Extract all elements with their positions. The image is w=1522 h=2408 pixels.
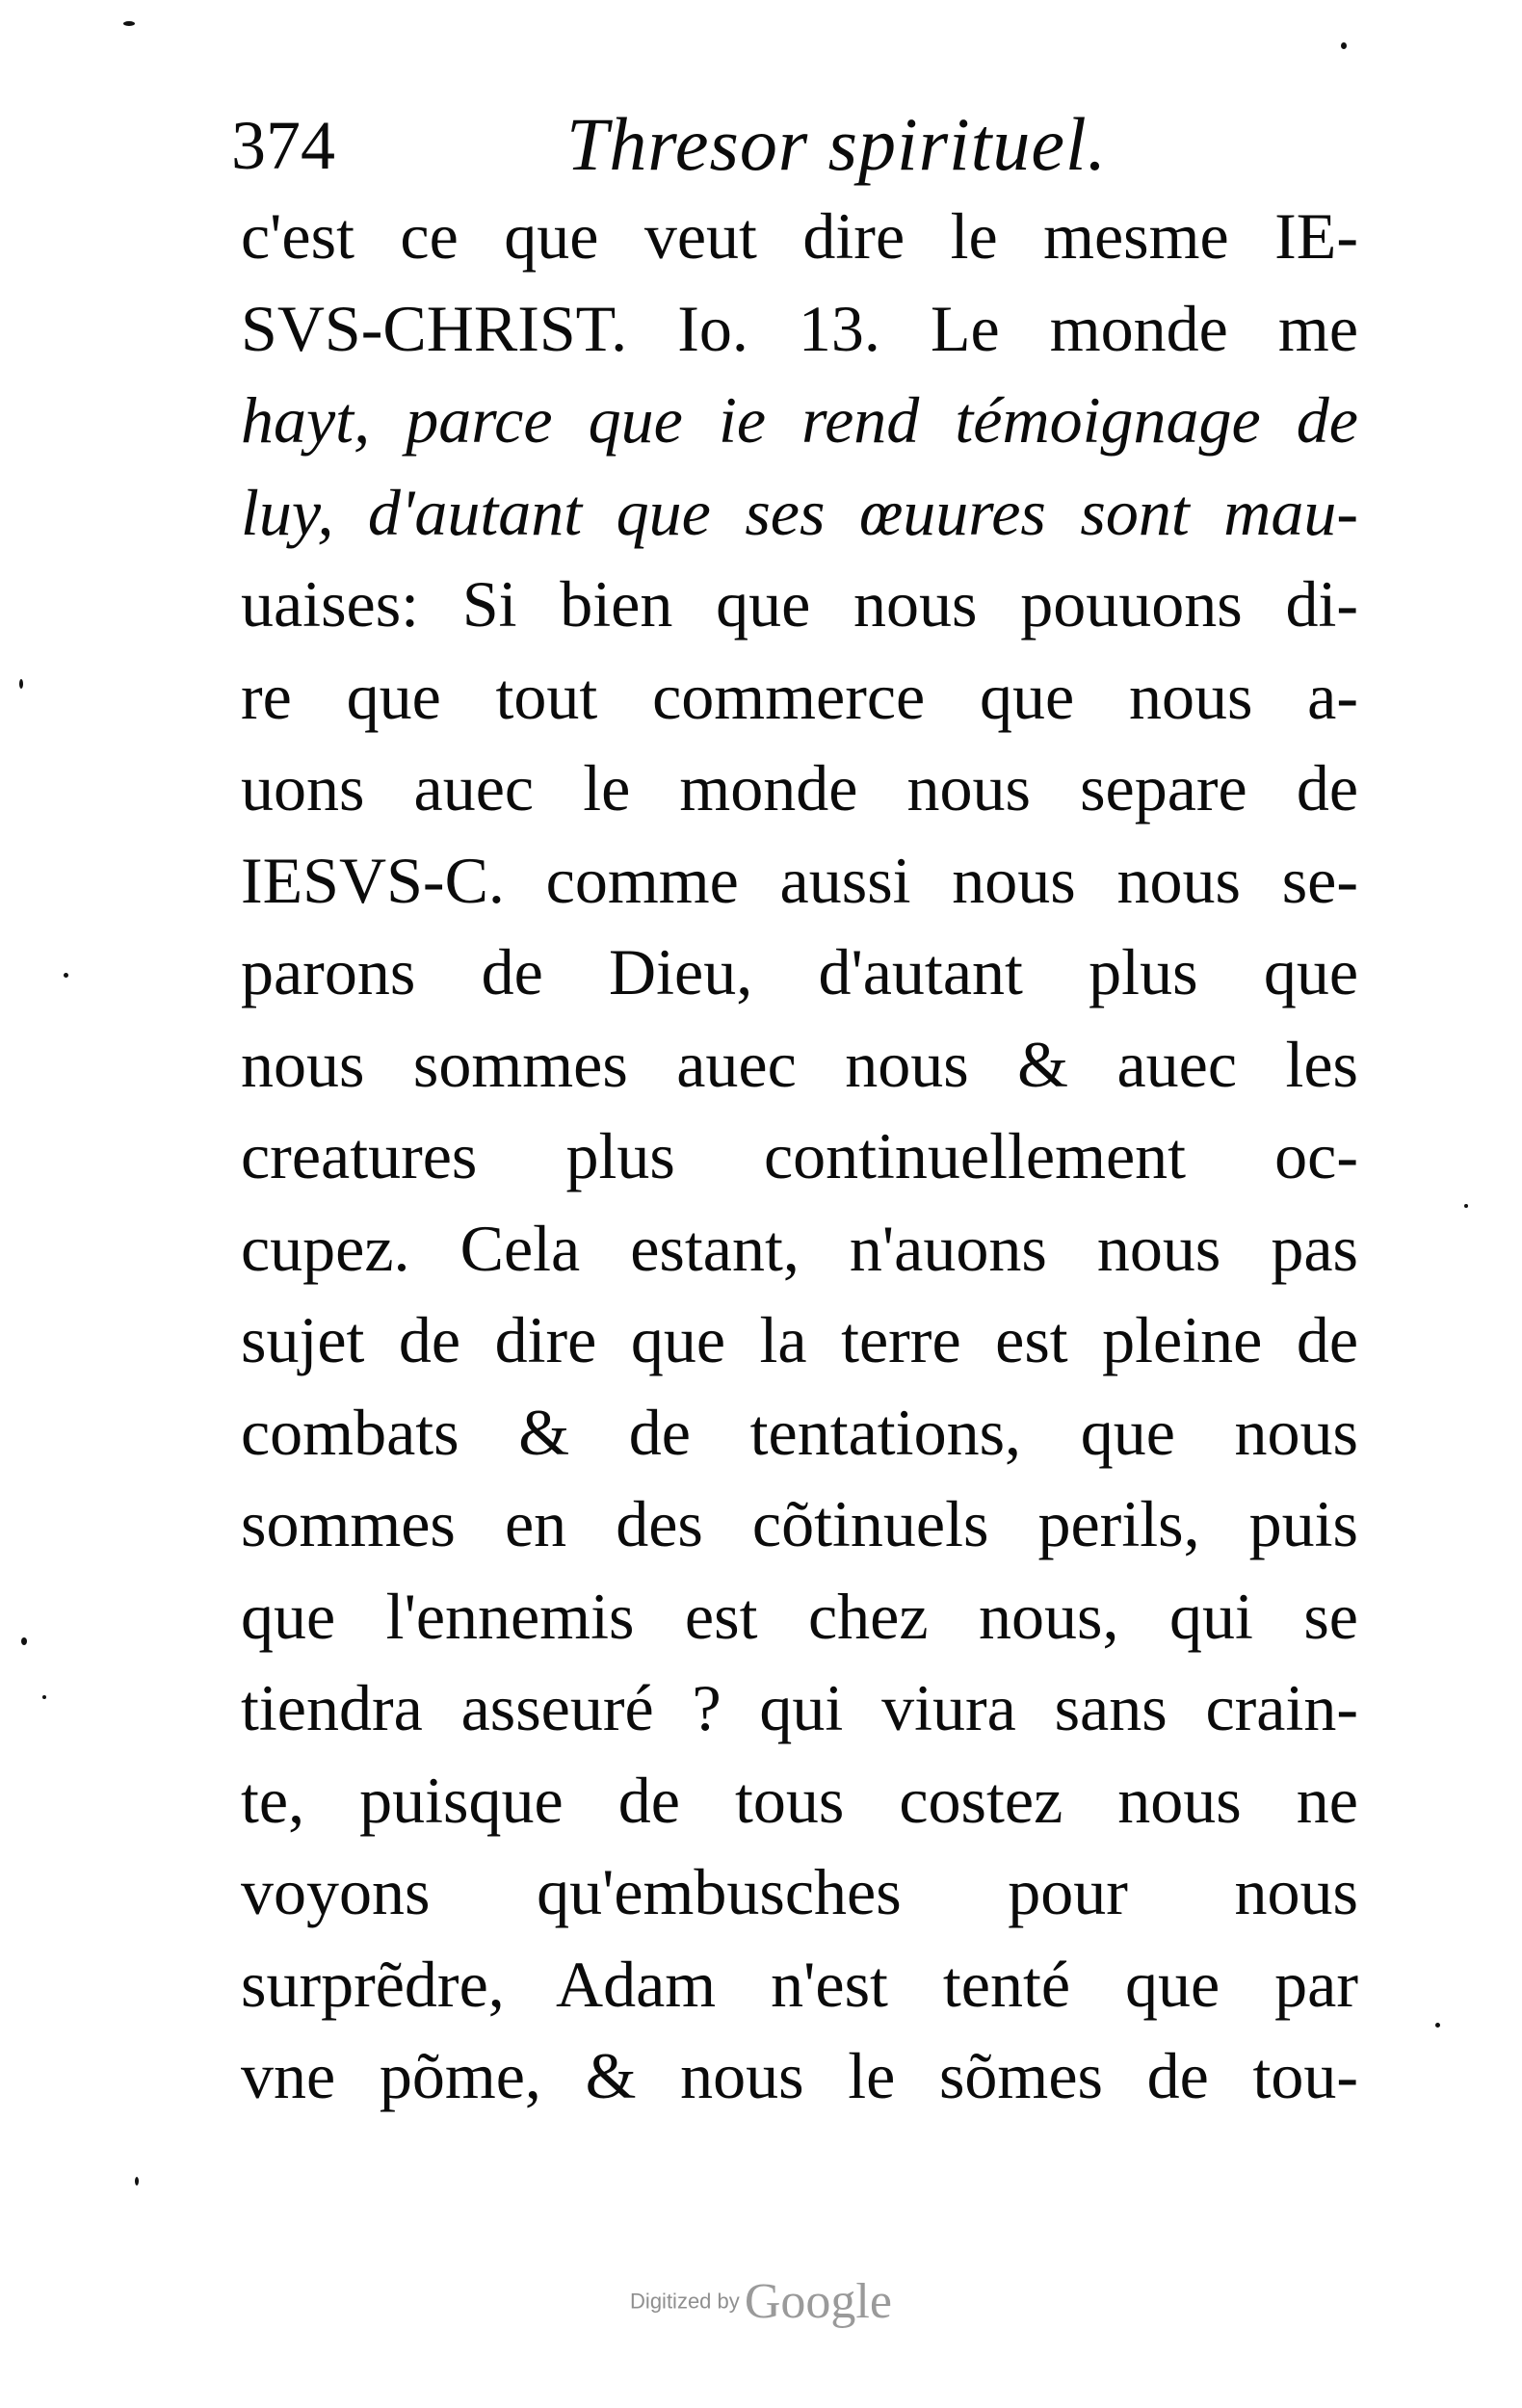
text-line: c'est ce que veut dire le mesme IE- (241, 199, 1358, 273)
text-line: te, puisque de tous costez nous ne (241, 1763, 1358, 1837)
text-line: uons auec le monde nous separe de (241, 751, 1358, 824)
text-line: que l'ennemis est chez nous, qui se (241, 1579, 1358, 1653)
text-line: cupez. Cela estant, n'auons nous pas (241, 1211, 1358, 1285)
page-number: 374 (231, 107, 335, 184)
running-title: Thresor spirituel. (566, 102, 1108, 186)
text-line: re que tout commerce que nous a- (241, 659, 1358, 733)
text-line: combats & de tentations, que nous (241, 1395, 1358, 1469)
body-text (241, 191, 1358, 2123)
text-line: uaises: Si bien que nous pouuons di- (241, 567, 1358, 641)
scan-speck (21, 1637, 27, 1645)
text-line: parons de Dieu, d'autant plus que (241, 935, 1358, 1008)
scan-speck (135, 2177, 139, 2186)
text-line: sujet de dire que la terre est pleine de (241, 1303, 1358, 1376)
scan-speck (1464, 1204, 1468, 1208)
page-header (231, 96, 1368, 202)
scan-speck (64, 973, 68, 978)
scan-speck (1341, 42, 1347, 49)
scan-speck (1435, 2023, 1440, 2028)
scan-speck (19, 679, 23, 689)
text-line: vne põme, & nous le sõmes de tou- (241, 2039, 1358, 2112)
text-line: SVS-CHRIST. Io. 13. Le monde me (241, 291, 1358, 365)
text-line: luy, d'autant que ses œuures sont mau- (241, 475, 1358, 549)
text-line: creatures plus continuellement oc- (241, 1119, 1358, 1192)
text-line: tiendra asseuré ? qui viura sans crain- (241, 1671, 1358, 1744)
text-line: surprẽdre, Adam n'est tenté que par (241, 1947, 1358, 2021)
google-logo: Google (744, 2274, 892, 2329)
text-line: voyons qu'embusches pour nous (241, 1855, 1358, 1928)
scan-speck (123, 21, 135, 26)
text-line: sommes en des cõtinuels perils, puis (241, 1487, 1358, 1560)
digitized-label: Digitized by (630, 2289, 740, 2314)
scan-speck (42, 1695, 46, 1699)
text-line: nous sommes auec nous & auec les (241, 1027, 1358, 1101)
text-line: hayt, parce que ie rend témoignage de (241, 383, 1358, 457)
digitized-watermark (0, 2273, 1522, 2330)
text-line: IESVS-C. comme aussi nous nous se- (241, 843, 1358, 917)
